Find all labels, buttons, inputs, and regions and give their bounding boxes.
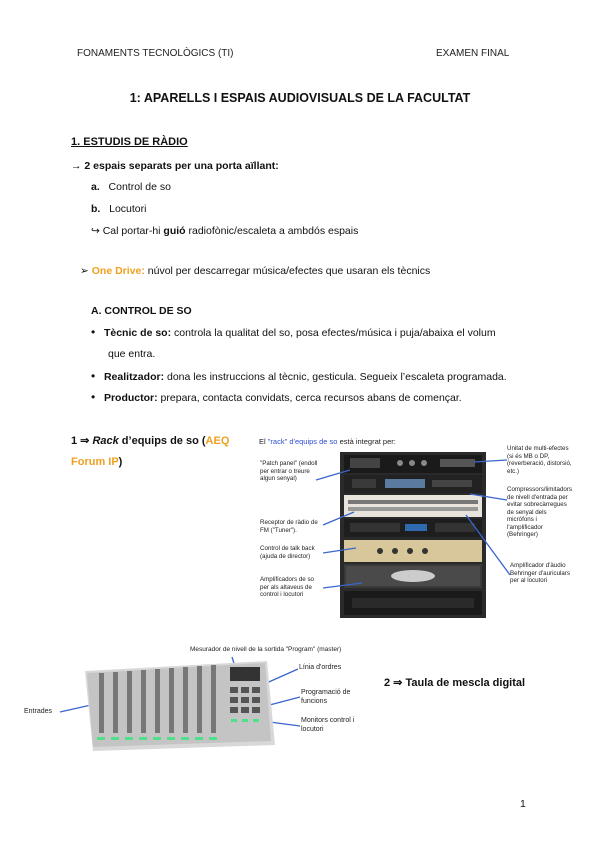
mixer-image <box>85 657 275 751</box>
rack-label-multieffects: Unitat de multi-efectes (si és MB o DP, (reverberació, distorsió, etc.) <box>507 445 572 475</box>
bullet-continuation: que entra. <box>108 348 156 360</box>
rack-caption-pre: El <box>259 437 268 446</box>
list-marker: a. <box>91 181 100 193</box>
bullet-text: controla la qualitat del so, posa efectes/música i puja/abaixa el volum <box>171 327 496 339</box>
bullet-dot-icon: • <box>91 390 96 404</box>
rack-caption-post: està integrat per: <box>337 437 396 446</box>
rack-caption-link: "rack" d'equips de so <box>267 437 338 446</box>
list-marker: b. <box>91 203 101 215</box>
list-text: Locutori <box>109 203 147 215</box>
bullet-label: Realitzador: <box>103 371 165 383</box>
rack-num: 1 ⇒ <box>71 435 93 447</box>
rack-label-talkback: Control de talk back (ajuda de director) <box>260 545 315 560</box>
mixer-label-meter: Mesurador de nivell de la sortida "Program" (master) <box>190 646 342 653</box>
mixer-label-programming: Programació de funcions <box>301 689 351 705</box>
bullet-text: prepara, contacta convidats, cerca recursos abans de començar. <box>157 392 462 404</box>
rack-label-amplifiers: Amplificadors de so per als altaveus de control i locutori <box>260 576 314 598</box>
onedrive-text: núvol per descarregar música/efectes que usaran els tècnics <box>144 265 431 277</box>
note-suffix: radiofònic/escaleta a ambdós espais <box>185 225 359 237</box>
rack-label-tuner: Receptor de ràdio de FM ("Tuner"). <box>260 519 318 534</box>
arrow-marker-icon: ➢ <box>80 265 89 277</box>
bullet-label: Tècnic de so: <box>103 327 172 339</box>
mixer-label-monitors: Monitors control i locutori <box>301 717 355 733</box>
arrow-line: → 2 espais separats per una porta aïllant: <box>71 160 279 172</box>
control-heading: A. CONTROL DE SO <box>91 305 192 317</box>
rack-close: ) <box>118 456 123 468</box>
mixer-label-inputs: Entrades <box>24 708 53 715</box>
header-right: EXAMEN FINAL <box>436 48 510 59</box>
bullet-dot-icon: • <box>91 369 96 383</box>
rack-label-compressors: Compressors/limitadors de nivell d'entrada per evitar sobrecàrregues de senyal dels micròfons i l'amplificador (Behringer) <box>507 486 572 538</box>
note-prefix: ↪ Cal portar-hi <box>91 225 164 237</box>
rack-brand1: AEQ <box>205 435 230 447</box>
header-left: FONAMENTS TECNOLÒGICS (TI) <box>77 48 234 59</box>
page-title: 1: APARELLS I ESPAIS AUDIOVISUALS DE LA FACULTAT <box>129 91 471 105</box>
bullet-dot-icon: • <box>91 325 96 339</box>
mixer-heading-num: 2 ⇒ <box>384 677 406 689</box>
rack-rest: d’equips de so ( <box>118 435 206 447</box>
onedrive-label: One Drive: <box>91 265 145 277</box>
note-bold: guió <box>163 225 186 237</box>
bullet-text: dona les instruccions al tècnic, gesticula. Segueix l’escaleta programada. <box>164 371 507 383</box>
bullet-label: Productor: <box>103 392 158 404</box>
rack-label-patch: "Patch panel" (endoll per entrar o treure algun senyal) <box>260 460 318 482</box>
list-text: Control de so <box>108 181 171 193</box>
mixer-heading <box>384 676 525 690</box>
mixer-heading-text: Taula de mescla digital <box>405 677 526 689</box>
rack-word: Rack <box>92 435 119 447</box>
section-heading: 1. ESTUDIS DE RÀDIO <box>71 136 188 148</box>
rack-label-headphone-amp: Amplificador d'àudio Behringer d'auriculars per al locutori <box>510 562 570 584</box>
mixer-label-orders: Línia d'ordres <box>299 664 342 671</box>
page-number: 1 <box>520 798 526 810</box>
rack-brand2: Forum IP <box>71 456 119 468</box>
